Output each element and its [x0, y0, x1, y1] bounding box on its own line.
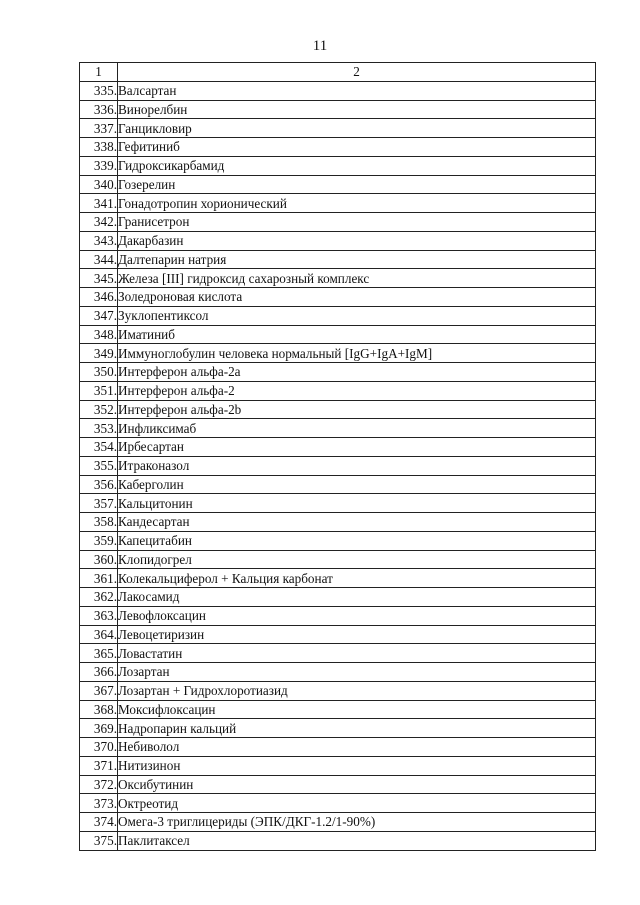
- drug-name: Гидроксикарбамид: [118, 156, 596, 175]
- table-row: [80, 513, 596, 532]
- drug-name: Лакосамид: [118, 588, 596, 607]
- drug-name: Клопидогрел: [118, 550, 596, 569]
- table-row: [80, 231, 596, 250]
- table-row: [80, 438, 596, 457]
- drug-name: Кальцитонин: [118, 494, 596, 513]
- table-row: [80, 738, 596, 757]
- table-row: [80, 775, 596, 794]
- drug-name: Ирбесартан: [118, 438, 596, 457]
- table-row: [80, 213, 596, 232]
- drug-name: Гефитиниб: [118, 138, 596, 157]
- row-number: 352.: [80, 400, 118, 419]
- table-row: [80, 700, 596, 719]
- drug-name: Колекальциферол + Кальция карбонат: [118, 569, 596, 588]
- drug-name: Валсартан: [118, 81, 596, 100]
- table-row: [80, 794, 596, 813]
- table-row: [80, 756, 596, 775]
- table-row: [80, 156, 596, 175]
- row-number: 368.: [80, 700, 118, 719]
- table-row: [80, 813, 596, 832]
- drug-name: Далтепарин натрия: [118, 250, 596, 269]
- drug-name: Гонадотропин хорионический: [118, 194, 596, 213]
- drug-name: Каберголин: [118, 475, 596, 494]
- table-row: [80, 456, 596, 475]
- table-row: [80, 475, 596, 494]
- row-number: 357.: [80, 494, 118, 513]
- drug-name: Октреотид: [118, 794, 596, 813]
- row-number: 371.: [80, 756, 118, 775]
- row-number: 353.: [80, 419, 118, 438]
- row-number: 351.: [80, 381, 118, 400]
- drug-name: Капецитабин: [118, 531, 596, 550]
- row-number: 346.: [80, 288, 118, 307]
- row-number: 342.: [80, 213, 118, 232]
- table-row: [80, 663, 596, 682]
- drug-name: Интерферон альфа-2a: [118, 363, 596, 382]
- table-row: [80, 269, 596, 288]
- row-number: 364.: [80, 625, 118, 644]
- row-number: 348.: [80, 325, 118, 344]
- row-number: 339.: [80, 156, 118, 175]
- row-number: 337.: [80, 119, 118, 138]
- row-number: 350.: [80, 363, 118, 382]
- drug-name: Левофлоксацин: [118, 606, 596, 625]
- table-row: [80, 606, 596, 625]
- table-row: [80, 363, 596, 382]
- table-row: [80, 569, 596, 588]
- row-number: 359.: [80, 531, 118, 550]
- row-number: 345.: [80, 269, 118, 288]
- row-number: 358.: [80, 513, 118, 532]
- table-row: [80, 325, 596, 344]
- table-row: [80, 531, 596, 550]
- table-row: [80, 344, 596, 363]
- row-number: 367.: [80, 681, 118, 700]
- table-header-row: [80, 63, 596, 82]
- row-number: 347.: [80, 306, 118, 325]
- drug-name: Лозартан: [118, 663, 596, 682]
- drug-name: Золедроновая кислота: [118, 288, 596, 307]
- drug-name: Нитизинон: [118, 756, 596, 775]
- drug-name: Моксифлоксацин: [118, 700, 596, 719]
- drug-name: Иммуноглобулин человека нормальный [IgG+IgA+IgM]: [118, 344, 596, 363]
- table-row: [80, 250, 596, 269]
- drug-name: Кандесартан: [118, 513, 596, 532]
- table-row: [80, 625, 596, 644]
- drug-name: Гранисетрон: [118, 213, 596, 232]
- table-row: [80, 719, 596, 738]
- row-number: 362.: [80, 588, 118, 607]
- drug-name: Винорелбин: [118, 100, 596, 119]
- drug-name: Дакарбазин: [118, 231, 596, 250]
- table-row: [80, 381, 596, 400]
- drug-name: Инфликсимаб: [118, 419, 596, 438]
- drug-name: Иматиниб: [118, 325, 596, 344]
- row-number: 335.: [80, 81, 118, 100]
- page-number: 11: [312, 38, 328, 54]
- table-row: [80, 681, 596, 700]
- row-number: 341.: [80, 194, 118, 213]
- drug-name: Ганцикловир: [118, 119, 596, 138]
- column-header-number: 1: [80, 63, 118, 82]
- row-number: 355.: [80, 456, 118, 475]
- drug-name: Ловастатин: [118, 644, 596, 663]
- row-number: 372.: [80, 775, 118, 794]
- row-number: 340.: [80, 175, 118, 194]
- table-row: [80, 119, 596, 138]
- drug-name: Паклитаксел: [118, 831, 596, 850]
- drug-name: Зуклопентиксол: [118, 306, 596, 325]
- row-number: 370.: [80, 738, 118, 757]
- table-row: [80, 831, 596, 850]
- table-row: [80, 644, 596, 663]
- drug-name: Небиволол: [118, 738, 596, 757]
- table-row: [80, 81, 596, 100]
- table-row: [80, 138, 596, 157]
- row-number: 344.: [80, 250, 118, 269]
- drug-name: Гозерелин: [118, 175, 596, 194]
- table-row: [80, 288, 596, 307]
- row-number: 349.: [80, 344, 118, 363]
- table-row: [80, 494, 596, 513]
- row-number: 360.: [80, 550, 118, 569]
- medication-table: [79, 62, 596, 851]
- row-number: 374.: [80, 813, 118, 832]
- row-number: 375.: [80, 831, 118, 850]
- drug-name: Левоцетиризин: [118, 625, 596, 644]
- drug-name: Железа [III] гидроксид сахарозный комплекс: [118, 269, 596, 288]
- table-row: [80, 400, 596, 419]
- drug-name: Оксибутинин: [118, 775, 596, 794]
- drug-name: Надропарин кальций: [118, 719, 596, 738]
- drug-name: Омега-3 триглицериды (ЭПК/ДКГ-1.2/1-90%): [118, 813, 596, 832]
- row-number: 373.: [80, 794, 118, 813]
- row-number: 336.: [80, 100, 118, 119]
- row-number: 354.: [80, 438, 118, 457]
- table-row: [80, 306, 596, 325]
- row-number: 366.: [80, 663, 118, 682]
- row-number: 343.: [80, 231, 118, 250]
- table-row: [80, 550, 596, 569]
- row-number: 361.: [80, 569, 118, 588]
- row-number: 369.: [80, 719, 118, 738]
- column-header-name: 2: [118, 63, 596, 82]
- table-row: [80, 588, 596, 607]
- drug-name: Интерферон альфа-2: [118, 381, 596, 400]
- row-number: 356.: [80, 475, 118, 494]
- drug-name: Итраконазол: [118, 456, 596, 475]
- row-number: 365.: [80, 644, 118, 663]
- row-number: 338.: [80, 138, 118, 157]
- row-number: 363.: [80, 606, 118, 625]
- drug-name: Интерферон альфа-2b: [118, 400, 596, 419]
- table-row: [80, 419, 596, 438]
- drug-name: Лозартан + Гидрохлоротиазид: [118, 681, 596, 700]
- table-row: [80, 194, 596, 213]
- table-row: [80, 175, 596, 194]
- table-row: [80, 100, 596, 119]
